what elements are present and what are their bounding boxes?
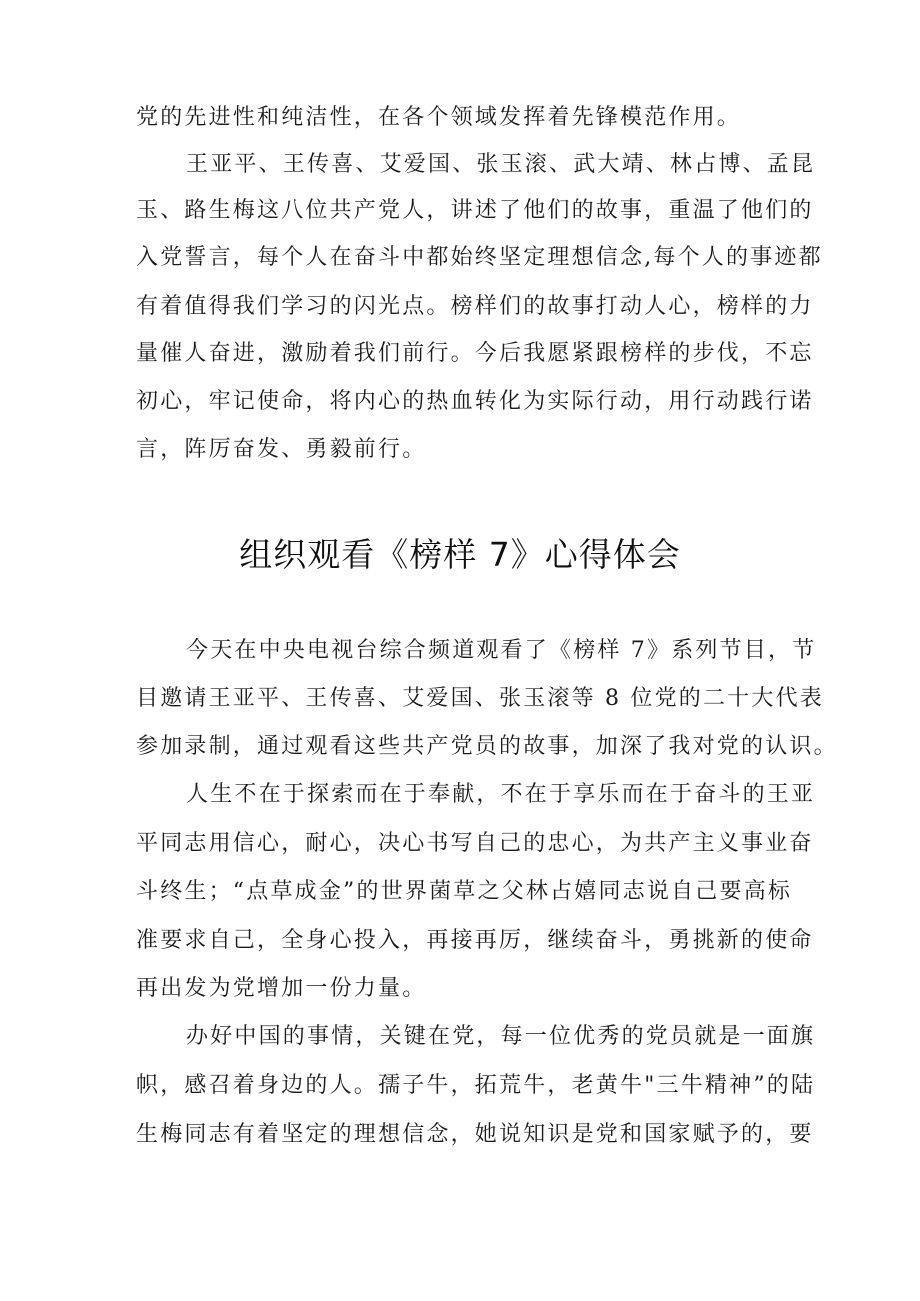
paragraph-line: 言，阵厉奋发、勇毅前行。 <box>136 437 427 462</box>
paragraph-line: 生梅同志有着坚定的理想信念，她说知识是党和国家赋予的，要 <box>136 1122 814 1147</box>
paragraph-line: 今天在中央电视台综合频道观看了《榜样 7》系列节目，节 <box>186 638 817 663</box>
paragraph-line: 平同志用信心，耐心，决心书写自己的忠心，为共产主义事业奋 <box>136 831 814 856</box>
paragraph-line: 再出发为党增加一份力量。 <box>136 976 427 1001</box>
paragraph-line: 量催人奋进，激励着我们前行。今后我愿紧跟榜样的步伐，不忘 <box>136 341 814 366</box>
paragraph-line: 目邀请王亚平、王传喜、艾爱国、张玉滚等 8 位党的二十大代表 <box>136 686 824 711</box>
paragraph-line: 有着值得我们学习的闪光点。榜样们的故事打动人心，榜样的力 <box>136 294 814 319</box>
paragraph-line: 参加录制，通过观看这些共产党员的故事，加深了我对党的认识。 <box>136 734 838 759</box>
paragraph-line: 办好中国的事情，关键在党，每一位优秀的党员就是一面旗 <box>186 1024 816 1049</box>
paragraph-line: 入党誓言，每个人在奋斗中都始终坚定理想信念,每个人的事迹都 <box>136 245 823 270</box>
paragraph-line: 准要求自己，全身心投入，再接再厉，继续奋斗，勇挑新的使命 <box>136 928 814 953</box>
paragraph-line: 人生不在于探索而在于奉献，不在于享乐而在于奋斗的王亚 <box>186 782 816 807</box>
paragraph-line: 玉、路生梅这八位共产党人，讲述了他们的故事，重温了他们的 <box>136 198 814 223</box>
document-title: 组织观看《榜样 7》心得体会 <box>239 535 681 574</box>
paragraph-line: 党的先进性和纯洁性，在各个领域发挥着先锋模范作用。 <box>136 105 742 130</box>
paragraph-line: 斗终生；“点草成金”的世界菌草之父林占嬉同志说自己要高标 <box>136 879 793 904</box>
paragraph-line: 王亚平、王传喜、艾爱国、张玉滚、武大靖、林占博、孟昆 <box>186 152 816 177</box>
paragraph-line: 帜，感召着身边的人。孺子牛，拓荒牛，老黄牛"三牛精神”的陆 <box>136 1073 816 1098</box>
paragraph-line: 初心，牢记使命，将内心的热血转化为实际行动，用行动践行诺 <box>136 389 814 414</box>
